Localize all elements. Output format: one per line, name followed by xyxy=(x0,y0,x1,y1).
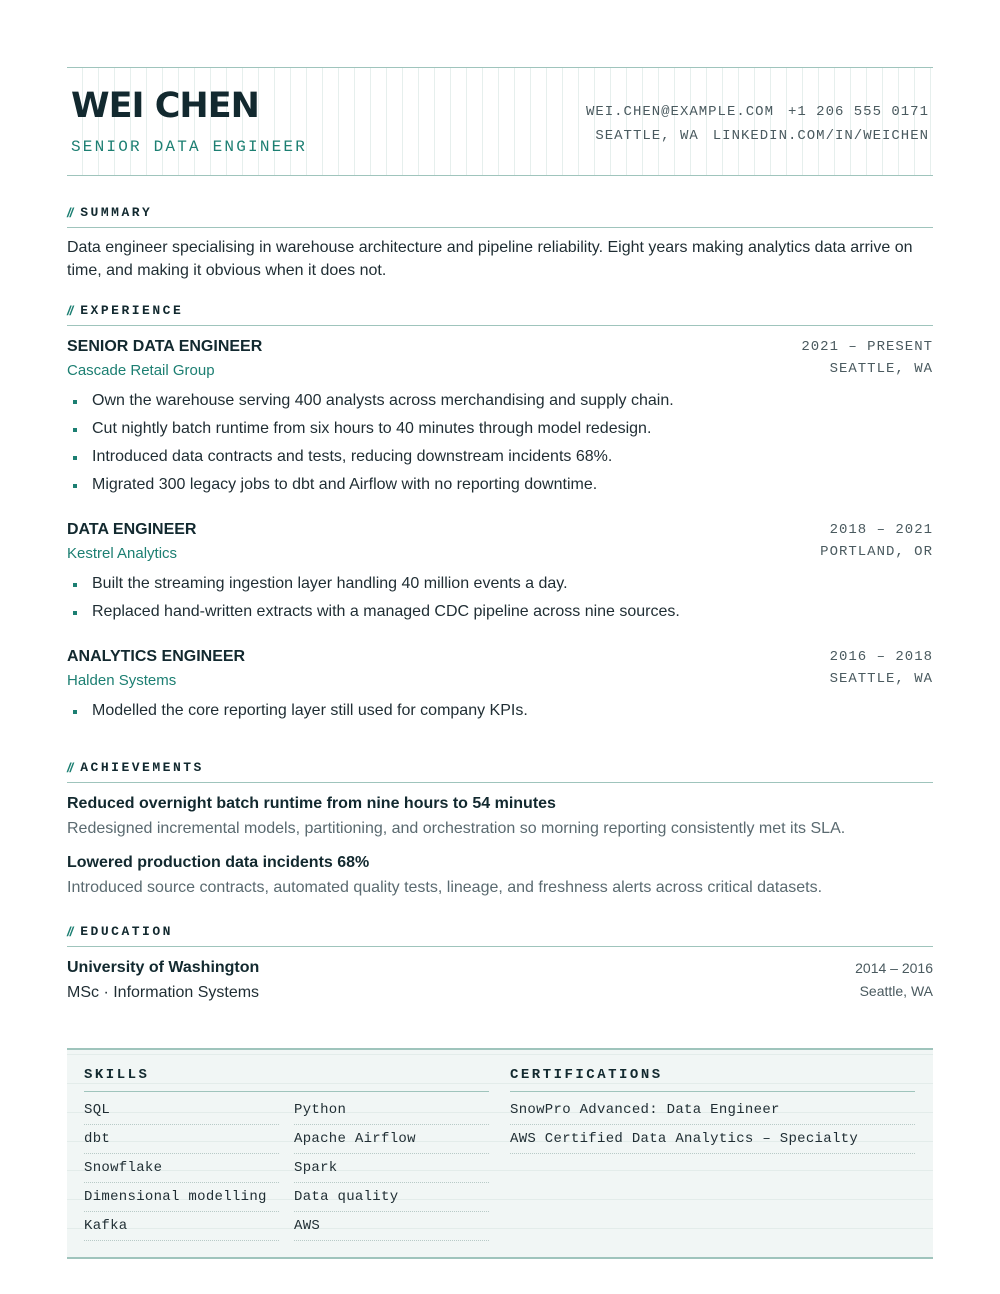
certifications-list xyxy=(510,1096,915,1154)
job-bullets xyxy=(67,387,933,499)
section-slash-icon: // xyxy=(67,303,73,318)
section-slash-icon: // xyxy=(67,924,73,939)
section-heading xyxy=(67,303,933,326)
candidate-role: SENIOR DATA ENGINEER xyxy=(71,138,308,156)
section-heading xyxy=(67,760,933,783)
job-bullets xyxy=(67,697,933,725)
certifications-heading: CERTIFICATIONS xyxy=(510,1067,915,1092)
skill-item: SQL xyxy=(84,1096,279,1125)
job-bullet: Introduced data contracts and tests, reducing downstream incidents 68%. xyxy=(67,443,933,471)
contact-phone[interactable]: +1 206 555 0171 xyxy=(787,104,929,120)
skills-heading: SKILLS xyxy=(84,1067,489,1092)
skill-item: Kafka xyxy=(84,1212,279,1241)
job-bullet: Modelled the core reporting layer still used for company KPIs. xyxy=(67,697,933,725)
job-bullet: Own the warehouse serving 400 analysts across merchandising and supply chain. xyxy=(67,387,933,415)
section-heading-label: SUMMARY xyxy=(80,205,153,220)
job-dates: 2016 – 2018 xyxy=(829,649,933,665)
achievement-item xyxy=(67,852,933,900)
education-dates: 2014 – 2016 xyxy=(855,960,933,976)
job-meta xyxy=(820,519,933,563)
skill-item: Snowflake xyxy=(84,1154,279,1183)
achievement-item xyxy=(67,793,933,841)
achievement-title: Lowered production data incidents 68% xyxy=(67,854,370,871)
job-meta xyxy=(830,646,933,690)
job-company: Kestrel Analytics xyxy=(67,545,178,562)
job-company: Halden Systems xyxy=(67,672,177,689)
skills-grid xyxy=(84,1096,489,1241)
education-entry xyxy=(67,957,933,1005)
skill-item: Apache Airflow xyxy=(294,1125,489,1154)
job-dates: 2021 – PRESENT xyxy=(801,339,933,355)
education-section xyxy=(67,924,933,1005)
contact-row-1 xyxy=(586,100,929,124)
skills-certifications-panel xyxy=(67,1048,933,1259)
skill-item: Dimensional modelling xyxy=(84,1183,279,1212)
contact-row-2 xyxy=(586,124,929,148)
skill-item: dbt xyxy=(84,1125,279,1154)
achievement-title: Reduced overnight batch runtime from nine hours to 54 minutes xyxy=(67,795,556,812)
job-bullet: Cut nightly batch runtime from six hours to 40 minutes through model redesign. xyxy=(67,415,933,443)
contact-info xyxy=(586,100,929,148)
education-location: Seattle, WA xyxy=(859,983,933,999)
achievement-description: Introduced source contracts, automated quality tests, lineage, and freshness alerts across critical datasets. xyxy=(67,879,823,896)
job-title: ANALYTICS ENGINEER xyxy=(67,648,246,665)
job-title: SENIOR DATA ENGINEER xyxy=(67,338,263,355)
job-location: SEATTLE, WA xyxy=(829,361,933,377)
skill-item: Python xyxy=(294,1096,489,1125)
skills-column xyxy=(84,1067,489,1241)
job-bullet: Migrated 300 legacy jobs to dbt and Airflow with no reporting downtime. xyxy=(67,471,933,499)
experience-section xyxy=(67,303,933,725)
job-meta xyxy=(801,336,933,380)
job-title: DATA ENGINEER xyxy=(67,521,197,538)
section-slash-icon: // xyxy=(67,760,73,775)
job-bullets xyxy=(67,570,933,626)
candidate-name: WEI CHEN xyxy=(71,86,259,126)
contact-linkedin[interactable]: LINKEDIN.COM/IN/WEICHEN xyxy=(712,128,929,144)
section-heading xyxy=(67,924,933,947)
job-dates: 2018 – 2021 xyxy=(829,522,933,538)
summary-text: Data engineer specialising in warehouse architecture and pipeline reliability. Eight years making analytics data arrive on time, and making it obvious when it does not. xyxy=(67,239,913,279)
job-location: PORTLAND, OR xyxy=(820,544,933,560)
job-bullet: Replaced hand-written extracts with a managed CDC pipeline across nine sources. xyxy=(67,598,933,626)
resume-header xyxy=(67,67,933,176)
skill-item: Spark xyxy=(294,1154,489,1183)
section-heading-label: EXPERIENCE xyxy=(80,303,184,318)
achievements-section xyxy=(67,760,933,900)
job-entry xyxy=(67,338,933,499)
certification-item: SnowPro Advanced: Data Engineer xyxy=(510,1096,915,1125)
job-entry xyxy=(67,521,933,626)
skill-item: Data quality xyxy=(294,1183,489,1212)
section-heading xyxy=(67,205,933,228)
section-slash-icon: // xyxy=(67,205,73,220)
section-heading-label: EDUCATION xyxy=(80,924,173,939)
education-degree: MSc · Information Systems xyxy=(67,984,260,1001)
certifications-column xyxy=(510,1067,915,1154)
skill-item: AWS xyxy=(294,1212,489,1241)
job-bullet: Built the streaming ingestion layer handling 40 million events a day. xyxy=(67,570,933,598)
achievement-description: Redesigned incremental models, partitioning, and orchestration so morning reporting consistently met its SLA. xyxy=(67,820,846,837)
education-school: University of Washington xyxy=(67,959,260,976)
section-heading-label: ACHIEVEMENTS xyxy=(80,760,204,775)
contact-location: SEATTLE, WA xyxy=(595,128,699,144)
job-company: Cascade Retail Group xyxy=(67,362,215,379)
contact-email[interactable]: WEI.CHEN@EXAMPLE.COM xyxy=(585,104,774,120)
job-entry xyxy=(67,648,933,725)
summary-section xyxy=(67,205,933,282)
resume-page xyxy=(67,67,933,1234)
certification-item: AWS Certified Data Analytics – Specialty xyxy=(510,1125,915,1154)
job-location: SEATTLE, WA xyxy=(829,671,933,687)
education-meta xyxy=(855,957,933,1003)
